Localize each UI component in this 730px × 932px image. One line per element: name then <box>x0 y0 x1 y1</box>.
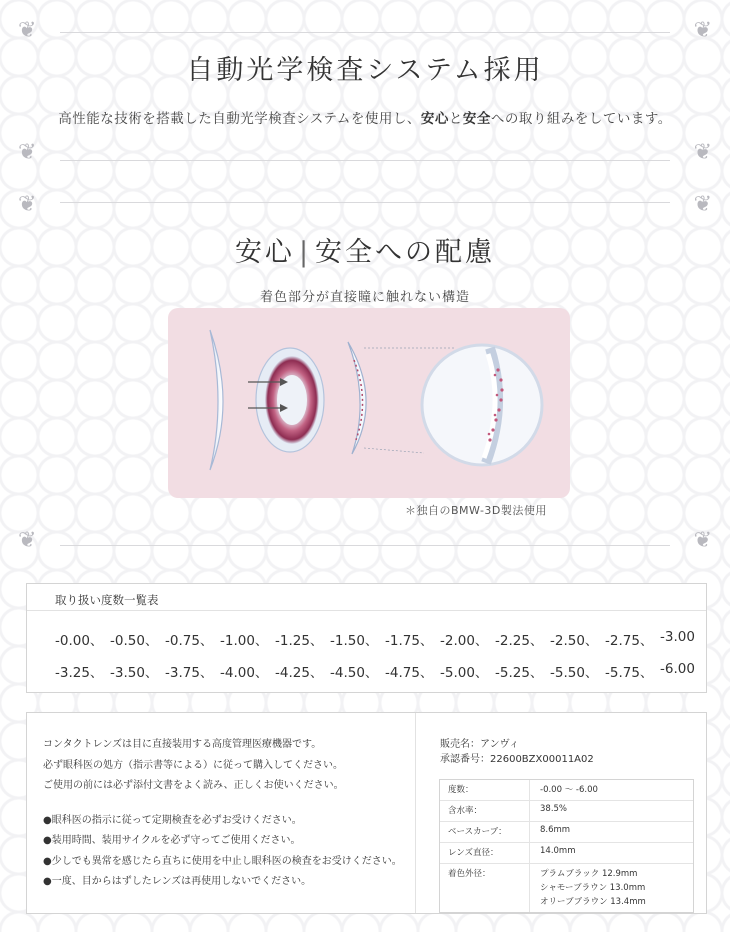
spec-row <box>440 822 693 843</box>
product-info-box <box>26 712 707 914</box>
caution-bullet: ●眼科医の指示に従って定期検査を必ずお受けください。 <box>43 814 302 826</box>
top-rule <box>60 32 670 33</box>
power-value: -4.50、 <box>330 665 379 681</box>
divider <box>27 610 706 611</box>
title-part: 安全への配慮 <box>315 237 496 268</box>
divider <box>415 713 416 913</box>
lead-emphasis: 安全 <box>462 111 491 127</box>
spec-row <box>440 864 693 912</box>
power-value: -6.00 <box>660 661 695 677</box>
power-value: -0.75、 <box>165 633 214 649</box>
caution-bullet: ●一度、目からはずしたレンズは再使用しないでください。 <box>43 876 312 887</box>
section-title: 自動光学検査システム採用 <box>186 55 544 86</box>
spec-table <box>439 779 694 913</box>
spec-value <box>530 780 608 800</box>
method-note: ＊独自のBMW-3D製法使用 <box>405 504 547 517</box>
magnified-view <box>422 345 542 465</box>
power-value: -1.25、 <box>275 633 324 649</box>
caution-line: ご使用の前には必ず添付文書をよく読み、正しくお使いください。 <box>43 780 344 791</box>
spec-value-line: 14.0mm <box>540 846 576 856</box>
power-value: -5.00、 <box>440 665 489 681</box>
spec-value-line: 8.6mm <box>540 825 571 835</box>
spec-key: 度数： <box>440 780 530 800</box>
spec-row <box>440 843 693 864</box>
spec-value <box>530 801 577 821</box>
spec-value-line: プラムブラック 12.9mm <box>540 869 638 879</box>
ornament-icon: ❦ <box>693 140 712 165</box>
spec-row <box>440 801 693 822</box>
power-value: -0.50、 <box>110 633 159 649</box>
power-value: -3.75、 <box>165 665 214 681</box>
approval-number: 承認番号：22600BZX00011A02 <box>440 754 594 765</box>
power-value: -0.00、 <box>55 633 104 649</box>
caution-bullet: ●装用時間、装用サイクルを必ず守ってご使用ください。 <box>43 835 301 846</box>
spec-key: ベースカーブ： <box>440 822 530 842</box>
lens-cross-section <box>348 342 366 454</box>
spec-value <box>530 822 580 842</box>
ornament-icon: ❦ <box>693 192 712 217</box>
power-value: -3.50、 <box>110 665 159 681</box>
power-value: -2.50、 <box>550 633 599 649</box>
ornament-icon: ❦ <box>18 18 37 43</box>
spec-value <box>530 864 656 912</box>
spec-key: 着色外径： <box>440 864 530 912</box>
power-value: -3.25、 <box>55 665 104 681</box>
power-value: -2.00、 <box>440 633 489 649</box>
power-value: -5.75、 <box>605 665 654 681</box>
lead-emphasis: 安心 <box>420 111 449 127</box>
spec-value-line: 38.5% <box>540 804 568 814</box>
sales-name: 販売名：アンヴィ <box>440 739 519 750</box>
spacer <box>43 797 423 811</box>
caution-line: 必ず眼科医の処方（指示書等による）に従って購入してください。 <box>43 759 343 771</box>
ornament-icon: ❦ <box>693 528 712 553</box>
bottom-rule <box>60 545 670 546</box>
lens-illustration <box>168 308 570 498</box>
lead-text: と <box>448 111 463 127</box>
spec-row <box>440 780 693 801</box>
spec-key: レンズ直径： <box>440 843 530 863</box>
lens-side-view <box>210 330 223 470</box>
caution-bullet: ●少しでも異常を感じたら直ちに使用を中止し眼科医の検査をお受けください。 <box>43 855 402 867</box>
power-list-table <box>26 583 707 693</box>
section-safety <box>0 190 730 555</box>
spec-value-line: オリーブブラウン 13.4mm <box>540 897 646 907</box>
power-value: -1.50、 <box>330 633 379 649</box>
power-value: -4.75、 <box>385 665 434 681</box>
ornament-icon: ❦ <box>18 140 37 165</box>
power-value: -4.25、 <box>275 665 324 681</box>
ornament-icon: ❦ <box>18 192 37 217</box>
power-value: -4.00、 <box>220 665 269 681</box>
lens-structure-diagram <box>168 308 570 498</box>
power-row <box>55 629 695 649</box>
product-meta <box>440 735 695 765</box>
power-value: -1.00、 <box>220 633 269 649</box>
power-value: -3.00 <box>660 629 695 645</box>
spec-value <box>530 843 586 863</box>
title-separator: | <box>298 237 312 268</box>
spec-value-line: シャモーブラウン 13.0mm <box>540 883 646 893</box>
power-value: -1.75、 <box>385 633 434 649</box>
spec-value-line: -0.00 ～ -6.00 <box>540 785 598 795</box>
top-rule <box>60 202 670 203</box>
lead-text: 高性能な技術を搭載した自動光学検査システムを使用し、 <box>58 111 421 127</box>
power-value: -5.50、 <box>550 665 599 681</box>
power-value: -5.25、 <box>495 665 544 681</box>
ornament-icon: ❦ <box>18 528 37 553</box>
section-inspection <box>0 0 730 170</box>
caution-line: コンタクトレンズは目に直接装用する高度管理医療機器です。 <box>43 739 322 750</box>
spec-key: 含水率： <box>440 801 530 821</box>
lead-text: への取り組みをしています。 <box>490 111 672 127</box>
caution-text <box>43 735 423 893</box>
power-row <box>55 661 695 681</box>
section-lead <box>0 107 730 127</box>
power-value: -2.75、 <box>605 633 654 649</box>
title-part: 安心 <box>234 237 295 268</box>
bottom-rule <box>60 160 670 161</box>
power-value: -2.25、 <box>495 633 544 649</box>
power-list-title: 取り扱い度数一覧表 <box>55 593 159 607</box>
ornament-icon: ❦ <box>693 18 712 43</box>
section-title <box>0 230 730 269</box>
section-subtitle: 着色部分が直接瞳に触れない構造 <box>259 290 470 305</box>
